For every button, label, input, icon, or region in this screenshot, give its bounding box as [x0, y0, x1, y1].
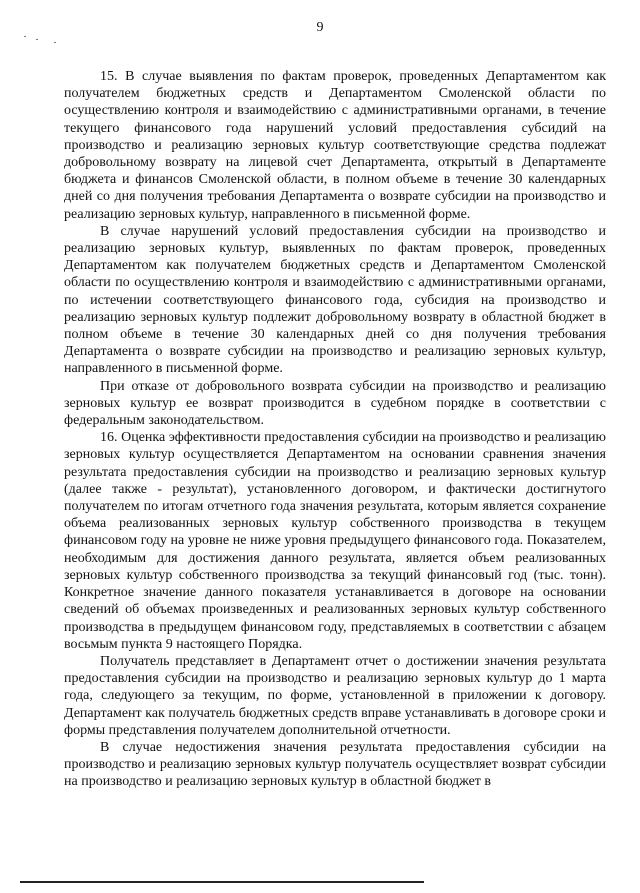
paragraph-16: 16. Оценка эффективности предоставления субсидии на производство и реализацию зерновых культур осуществляется Департаментом на основании сравнения значения результата предоставления субсидии на производство и реализацию зерновых культур (далее также - результат), установленного договором, и фактически достигнутого получателем по итогам отчетного года значения результата, которым является сохранение объема реализованных зерновых культур собственного производства в текущем финансовом году на уровне не ниже уровня предыдущего финансового года. Показателем, необходимым для достижения данного результата, является объем реализованных зерновых культур собственного производства за текущий финансовый год (тыс. тонн). Конкретное значение данного показателя устанавливается в договоре на основании сведений об объемах произведенных и реализованных зерновых культур собственного производства в предыдущем финансовом году, представляемых в соответствии с абзацем восьмым пункта 9 настоящего Порядка.: [64, 430, 606, 652]
document-body: [64, 68, 606, 791]
paragraph-15: 15. В случае выявления по фактам проверок, проведенных Департаментом как получателем бюджетных средств и Департаментом Смоленской области по осуществлению контроля и взаимодействию с административными органами, в течение текущего финансового года нарушений условий предоставления субсидий на производство и реализацию зерновых культур соответствующие средства подлежат добровольному возврату на лицевой счет Департамента, открытый в Департаменте бюджета и финансов Смоленской области, в полном объеме в течение 30 календарных дней со дня получения требования Департамента о возврате субсидии на производство и реализацию зерновых культур, направленного в письменной форме.: [64, 69, 606, 222]
bottom-rule-divider: [20, 881, 424, 883]
page-number: 9: [316, 20, 324, 35]
paragraph-16-non-achievement: В случае недостижения значения результата предоставления субсидии на производство и реализацию зерновых культур получатель осуществляет возврат субсидии на производство и реализацию зерновых культур в областной бюджет в: [64, 739, 606, 790]
paragraph-15-violation-after-year: В случае нарушений условий предоставления субсидии на производство и реализацию зерновых культур, выявленных по фактам проверок, проведенных Департаментом как получателем бюджетных средств и Департаментом Смоленской области по осуществлению контроля и взаимодействию с административными органами, по истечении соответствующего финансового года, субсидия на производство и реализацию зерновых культур подлежит добровольному возврату в областной бюджет в полном объеме в течение 30 календарных дней со дня получения требования Департамента о возврате субсидии на производство и реализацию зерновых культур, направленного в письменной форме.: [64, 223, 606, 377]
paragraph-16-report: Получатель представляет в Департамент отчет о достижении значения результата предоставления субсидии на производство и реализацию зерновых культур до 1 марта года, следующего за текущим, по форме, установленной в приложении к договору. Департамент как получатель бюджетных средств вправе устанавливать в договоре сроки и формы представления получателем дополнительной отчетности.: [64, 653, 606, 738]
paragraph-15-refusal: При отказе от добровольного возврата субсидии на производство и реализацию зерновых культур ее возврат производится в судебном порядке в соответствии с федеральным законодательством.: [64, 378, 606, 429]
